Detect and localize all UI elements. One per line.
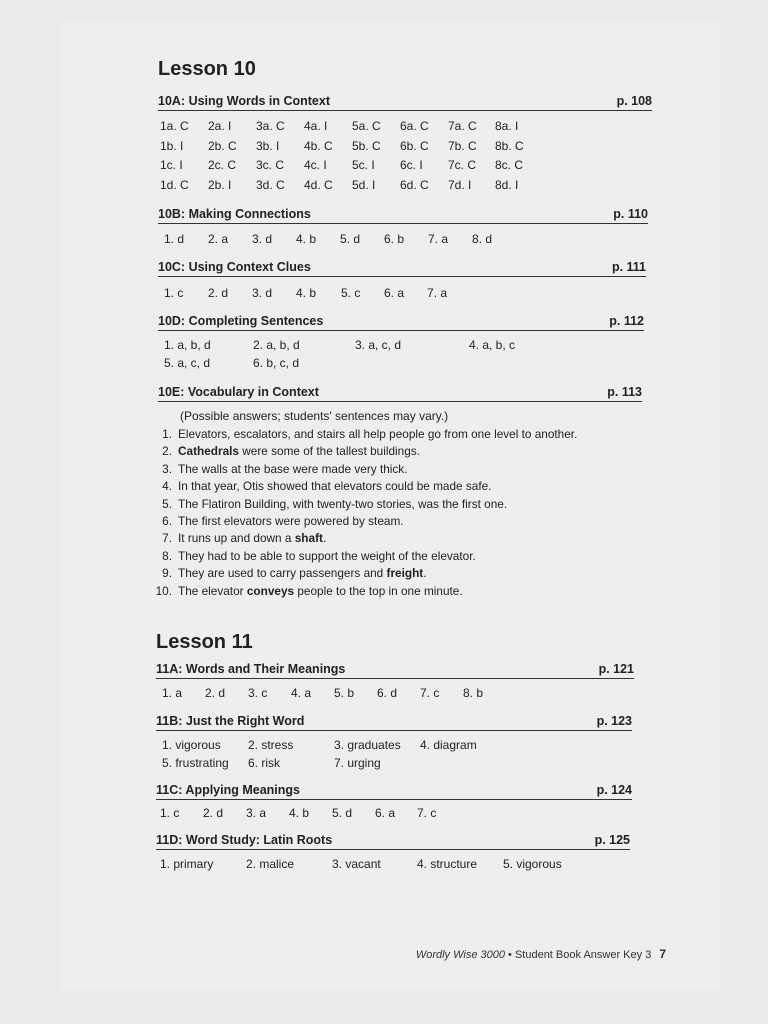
section-10e-header xyxy=(158,385,642,402)
answer-11c-1: 1. c xyxy=(160,806,180,820)
section-10b-header xyxy=(158,207,648,224)
section-10a-header xyxy=(158,94,652,111)
answer-10a-cell: 1c. I xyxy=(160,158,183,172)
page-footer xyxy=(416,947,666,961)
answer-10a-cell: 3b. I xyxy=(256,138,280,153)
answer-11c-7: 7. c xyxy=(417,806,437,820)
answer-10c-2: 2. d xyxy=(208,286,229,300)
answer-10a-cell: 5a. C xyxy=(352,119,381,133)
answer-10a-cell: 4d. C xyxy=(304,177,333,192)
lesson-10-title: Lesson 10 xyxy=(158,58,256,80)
sentence-line xyxy=(154,514,404,528)
answer-11c-4: 4. b xyxy=(289,806,310,820)
sentence-line xyxy=(154,584,463,598)
answer-10c-1: 1. c xyxy=(164,286,184,300)
sentence-text: In that year, Otis showed that elevators could be made safe. xyxy=(178,479,492,494)
answer-10d-6: 6. b, c, d xyxy=(253,356,300,370)
answer-10a-cell: 6c. I xyxy=(400,158,423,172)
answer-11d-4: 4. structure xyxy=(417,857,478,871)
section-10a-page: p. 108 xyxy=(616,94,652,108)
answer-10a-cell: 3a. C xyxy=(256,119,285,133)
answer-10a-cell: 1a. C xyxy=(160,119,189,133)
answer-10b-7: 7. a xyxy=(428,232,449,246)
sentence-text: Elevators, escalators, and stairs all help people go from one level to another. xyxy=(178,427,578,441)
sentence-text: They had to be able to support the weight of the elevator. xyxy=(178,548,476,563)
answer-10a-cell: 2c. C xyxy=(208,158,237,172)
sentence-line xyxy=(154,531,326,545)
answer-10a-cell: 5b. C xyxy=(352,138,381,153)
answer-10a-cell: 8c. C xyxy=(495,158,524,172)
answer-10a-cell: 8d. I xyxy=(495,177,519,192)
sentence-line xyxy=(154,444,420,458)
section-10e-note: (Possible answers; students' sentences may vary.) xyxy=(180,409,449,423)
answer-11d-2: 2. malice xyxy=(246,857,295,871)
book-title: Wordly Wise 3000 xyxy=(415,949,505,961)
page-number: 7 xyxy=(659,947,666,961)
sentence-text-end: were some of the tallest buildings. xyxy=(238,444,420,459)
section-11a-title: 11A: Words and Their Meanings xyxy=(156,662,346,676)
answer-10c-7: 7. a xyxy=(427,286,448,300)
answer-10b-4: 4. b xyxy=(296,232,317,246)
answer-10a-cell: 4a. I xyxy=(304,119,328,133)
section-11c-page: p. 124 xyxy=(596,783,632,797)
answer-10a-cell: 8b. C xyxy=(495,138,524,153)
sentence-text-end: people to the top in one minute. xyxy=(294,583,463,598)
answer-11a-4: 4. a xyxy=(291,686,312,700)
answer-10a-cell: 2a. I xyxy=(208,119,232,133)
section-11d-title: 11D: Word Study: Latin Roots xyxy=(156,833,333,847)
answer-11d-1: 1. primary xyxy=(160,857,214,871)
sentence-text: The walls at the base were made very thick. xyxy=(178,461,408,476)
answer-10b-8: 8. d xyxy=(472,232,493,246)
answer-10a-cell: 4c. I xyxy=(304,158,327,172)
answer-11b-4: 4. diagram xyxy=(420,738,477,752)
sentence-text: The Flatiron Building, with twenty-two stories, was the first one. xyxy=(178,496,508,511)
sentence-line xyxy=(154,462,408,476)
section-10e-title: 10E: Vocabulary in Context xyxy=(158,385,319,399)
answer-10a-cell: 7c. C xyxy=(448,158,477,172)
sentence-line xyxy=(154,479,491,493)
answer-11b-2: 2. stress xyxy=(248,738,294,752)
answer-11c-5: 5. d xyxy=(332,806,353,820)
answer-11a-8: 8. b xyxy=(463,686,484,700)
sentence-number: 7. xyxy=(162,531,172,546)
answer-10b-6: 6. b xyxy=(384,232,405,246)
section-10c-title: 10C: Using Context Clues xyxy=(158,260,311,274)
answer-10b-1: 1. d xyxy=(164,232,185,246)
answer-11a-6: 6. d xyxy=(377,686,398,700)
section-10d-header xyxy=(158,314,644,331)
answer-11a-5: 5. b xyxy=(334,686,355,700)
section-11b-header xyxy=(156,714,632,731)
answer-10a-cell: 3d. C xyxy=(256,177,285,192)
sentence-number: 1. xyxy=(162,427,172,441)
answer-10a-cell: 5d. I xyxy=(352,177,376,192)
sentence-text-end: . xyxy=(322,531,327,546)
answer-10a-cell: 1d. C xyxy=(160,177,189,192)
lesson-11-title: Lesson 11 xyxy=(156,631,253,653)
answer-10b-5: 5. d xyxy=(340,232,361,246)
answer-10d-3: 3. a, c, d xyxy=(355,338,402,352)
vocabulary-word: freight xyxy=(386,566,424,581)
answer-10a-cell: 6a. C xyxy=(400,119,429,133)
answer-11d-5: 5. vigorous xyxy=(503,857,562,871)
answer-10a-cell: 7b. C xyxy=(448,138,477,153)
answer-10a-cell: 7a. C xyxy=(448,119,477,133)
section-11c-title: 11C: Applying Meanings xyxy=(156,783,301,797)
answer-11a-1: 1. a xyxy=(162,686,183,700)
section-11a-page: p. 121 xyxy=(598,662,634,676)
section-11c-header xyxy=(156,783,632,800)
sentence-number: 8. xyxy=(162,548,172,563)
sentence-text: It runs up and down a xyxy=(178,531,295,546)
section-10e-page: p. 113 xyxy=(607,385,642,399)
answer-10c-3: 3. d xyxy=(252,286,273,300)
answer-11a-7: 7. c xyxy=(420,686,440,700)
sentence-line xyxy=(154,549,476,563)
sentence-line xyxy=(154,497,507,511)
sentence-text: The elevator xyxy=(178,583,247,598)
answer-10d-1: 1. a, b, d xyxy=(164,338,211,352)
sentence-number: 6. xyxy=(162,514,172,528)
answer-10a-cell: 2b. I xyxy=(208,177,232,192)
answer-11b-3: 3. graduates xyxy=(334,738,401,752)
answer-10a-cell: 1b. I xyxy=(160,138,184,153)
section-10d-title: 10D: Completing Sentences xyxy=(158,314,324,328)
sentence-line xyxy=(154,566,427,580)
sentence-number: 10. xyxy=(155,583,172,598)
sentence-line xyxy=(154,427,577,441)
vocabulary-word: Cathedrals xyxy=(178,444,239,459)
sentence-number: 9. xyxy=(162,566,172,581)
answer-10a-cell: 6d. C xyxy=(400,177,429,192)
sentence-number: 5. xyxy=(162,496,172,511)
answer-10d-4: 4. a, b, c xyxy=(469,338,516,352)
vocabulary-word: shaft xyxy=(294,531,323,546)
section-11b-page: p. 123 xyxy=(596,714,632,728)
answer-10a-cell: 6b. C xyxy=(400,138,429,153)
answer-11a-2: 2. d xyxy=(205,686,226,700)
sentence-number: 3. xyxy=(162,461,172,476)
sentence-text: They are used to carry passengers and xyxy=(178,566,387,581)
answer-11c-6: 6. a xyxy=(375,806,396,820)
answer-11b-5: 5. frustrating xyxy=(162,756,229,770)
section-10b-page: p. 110 xyxy=(613,207,648,221)
section-10a-title: 10A: Using Words in Context xyxy=(158,94,331,108)
footer-subtitle: • Student Book Answer Key 3 xyxy=(504,949,652,961)
answer-10b-3: 3. d xyxy=(252,232,273,246)
section-10d-page: p. 112 xyxy=(609,314,644,328)
answer-11a-3: 3. c xyxy=(248,686,268,700)
vocabulary-word: conveys xyxy=(246,583,295,598)
section-10c-header xyxy=(158,260,646,277)
answer-11b-1: 1. vigorous xyxy=(162,738,221,752)
sentence-text-end: . xyxy=(423,566,427,581)
section-10c-page: p. 111 xyxy=(611,260,646,274)
answer-10c-6: 6. a xyxy=(384,286,405,300)
answer-11c-2: 2. d xyxy=(203,806,224,820)
answer-11b-7: 7. urging xyxy=(334,756,381,770)
answer-10c-4: 4. b xyxy=(296,286,317,300)
sentence-number: 2. xyxy=(162,444,172,459)
answer-11c-3: 3. a xyxy=(246,806,267,820)
answer-10d-2: 2. a, b, d xyxy=(253,338,300,352)
answer-11b-6: 6. risk xyxy=(248,756,281,770)
section-10b-title: 10B: Making Connections xyxy=(158,207,311,221)
answer-10a-cell: 8a. I xyxy=(495,119,519,133)
answer-10a-cell: 7d. I xyxy=(448,177,472,192)
answer-10d-5: 5. a, c, d xyxy=(164,356,211,370)
answer-10a-cell: 3c. C xyxy=(256,158,285,172)
section-11a-header xyxy=(156,662,634,679)
section-11b-title: 11B: Just the Right Word xyxy=(156,714,305,728)
answer-10b-2: 2. a xyxy=(208,232,229,246)
answer-10c-5: 5. c xyxy=(341,286,361,300)
section-11d-header xyxy=(156,833,630,850)
answer-10a-cell: 5c. I xyxy=(352,158,375,172)
section-11d-page: p. 125 xyxy=(594,833,630,847)
answer-10a-cell: 2b. C xyxy=(208,138,237,153)
answer-10a-cell: 4b. C xyxy=(304,138,333,153)
sentence-number: 4. xyxy=(162,479,172,494)
answer-11d-3: 3. vacant xyxy=(332,857,381,871)
sentence-text: The first elevators were powered by steam. xyxy=(178,514,404,528)
